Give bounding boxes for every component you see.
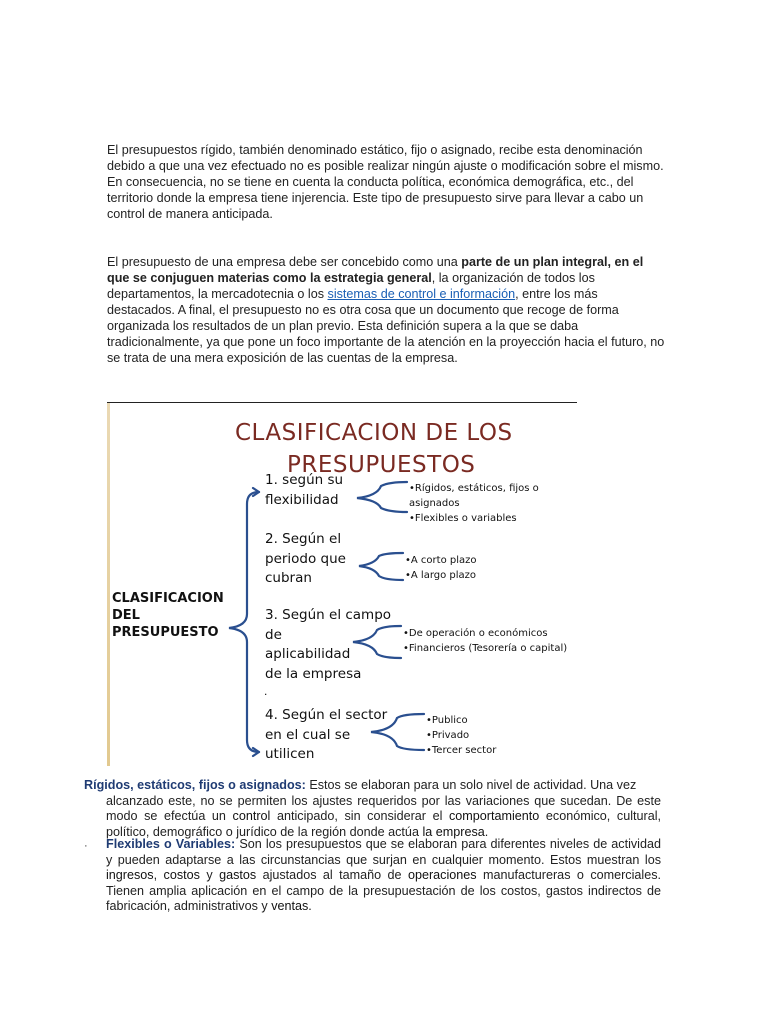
category-sector: 4. Según el sector en el cual se utilicen (265, 707, 388, 762)
stray-dot: . (264, 684, 268, 698)
text-segment: manufactureras o comerciales. Tienen amplia aplicación en el campo de la presupuestación de los costos, gastos indirectos de fabricación, administrativos y (106, 868, 661, 913)
main-brace (229, 492, 259, 752)
bullet-marker: · (84, 840, 88, 852)
text-segment: ajustados al tamaño de (256, 868, 408, 882)
keyword-gastos: gastos (219, 868, 257, 882)
paragraph-budget-definition (107, 254, 667, 366)
keyword-costos: costos (163, 868, 200, 882)
category-applicability: 3. Según el campo de aplicabilidad de la empresa (265, 607, 392, 682)
items-flexibility: •Rígidos, estáticos, fijos o asignados •Flexibles o variables (409, 483, 539, 524)
category-period: 2. Según el periodo que cubran (265, 531, 346, 586)
brace-1 (357, 482, 407, 512)
diagram-title-line2: PRESUPUESTOS (287, 452, 476, 478)
paragraph-rigid-budget: El presupuestos rígido, también denominado estático, fijo o asignado, recibe esta denominación debido a que una vez efectuado no es posible realizar ningún ajuste o modificación sobre el mismo. En consecuencia, no se tiene en cuenta la conducta política, económica demográfica, etc., del territorio donde la empresa tiene injerencia. Este tipo de presupuesto sirve para llevar a cabo un control de manera anticipada. (107, 143, 664, 221)
keyword-ingresos: ingresos (106, 868, 154, 882)
text-segment: El presupuesto de una empresa debe ser concebido como una (107, 255, 462, 269)
category-flexibility: 1. según su flexibilidad (265, 472, 344, 508)
definition-rigid (84, 778, 661, 840)
definition-rigid-first-line (84, 778, 636, 792)
items-applicability: •De operación o económicos •Financieros (Tesorería o capital) (403, 628, 568, 654)
items-sector: •Publico •Privado •Tercer sector (426, 715, 497, 756)
text-segment: y (199, 868, 220, 882)
text-segment: , (153, 868, 164, 882)
keyword-operaciones: operaciones (407, 868, 477, 882)
keyword-empresa: la empresa (422, 824, 485, 839)
link-control-systems[interactable]: sistemas de control e información (327, 287, 516, 301)
text-segment: anticipado, sin considerar el (270, 809, 449, 823)
keyword-control: control (232, 809, 271, 823)
text-segment: . (484, 824, 489, 839)
keyword-ventas: ventas (271, 899, 309, 913)
keyword-comportamiento: comportamiento (449, 809, 540, 823)
text-segment: , entre los más destacados. A final, el presupuesto no es otra cosa que un documento que recoge de forma organizada los resultados de un plan previo. Esta definición supera a la que se daba tradicionalmente, ya que pone un foco importante de la atención en la proyección hacia el futuro, no se trata de una mera exposición de las cuentas de la empresa. (107, 287, 665, 365)
text-segment: Estos se elaboran para un solo nivel de actividad. Una vez (305, 778, 637, 792)
term-flexible: Flexibles o Variables: (106, 837, 236, 851)
text-segment: económico, cultural, político, demográfico o jurídico de la región donde actúa (106, 809, 662, 839)
classification-diagram (107, 400, 577, 766)
text-segment: Son los presupuestos que se elaboran para diferentes niveles de actividad y pueden adaptarse a las circunstancias que surjan en cualquier momento. Estos muestran los (106, 837, 661, 867)
bold-phrase: parte de un plan integral, en el que se conjuguen materias como la estrategia general (107, 255, 644, 285)
term-rigid: Rígidos, estáticos, fijos o asignados: (84, 778, 306, 792)
text-segment: , la organización de todos los departamentos, la mercadotecnia o los (107, 271, 595, 301)
definition-rigid-body (84, 794, 661, 841)
items-period: •A corto plazo •A largo plazo (405, 555, 477, 581)
text-segment: alcanzado este, no se permiten los ajustes requeridos por las variaciones que sucedan. De este modo se efectúa un (106, 793, 661, 823)
definition-flexible (106, 837, 661, 915)
diagram-main-label: CLASIFICACION DEL PRESUPUESTO (112, 591, 224, 640)
diagram-title-line1: CLASIFICACION DE LOS (235, 420, 513, 446)
text-segment: . (308, 899, 312, 913)
brace-2 (359, 553, 403, 580)
